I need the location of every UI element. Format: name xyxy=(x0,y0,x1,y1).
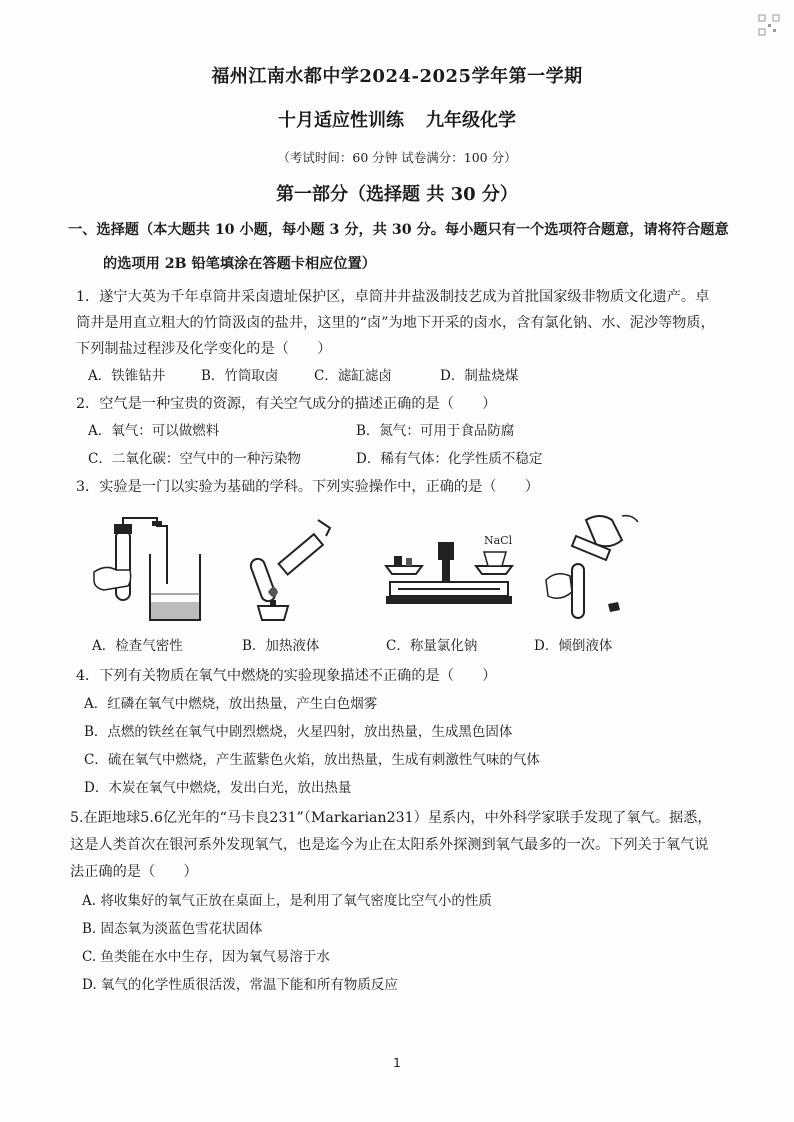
q4-stem: 4．下列有关物质在氧气中燃烧的实验现象描述不正确的是（ ） xyxy=(76,668,497,684)
exam-info: （考试时间：60 分钟 试卷满分：100 分） xyxy=(277,150,517,165)
q1-option-a: A．铁锥钻井 xyxy=(88,368,166,384)
section-instructions-line2: 的选项用 2B 铅笔填涂在答题卡相应位置） xyxy=(103,256,376,272)
q4-option-b: B．点燃的铁丝在氧气中剧烈燃烧，火星四射，放出热量，生成黑色固体 xyxy=(84,724,513,740)
q2-option-a: A．氧气：可以做燃料 xyxy=(88,423,220,439)
page-number: 1 xyxy=(393,1056,401,1070)
q2-option-c: C．二氧化碳：空气中的一种污染物 xyxy=(88,451,301,467)
q5-stem-line2: 这是人类首次在银河系外发现氧气，也是迄今为止在太阳系外探测到氧气最多的一次。下列关于氧气说 xyxy=(70,837,709,853)
q3-stem: 3．实验是一门以实验为基础的学科。下列实验操作中，正确的是（ ） xyxy=(76,479,540,495)
q5-stem-line3: 法正确的是（ ） xyxy=(70,864,198,880)
q1-option-b: B．竹筒取卤 xyxy=(201,368,279,384)
q1-stem-line2: 筒井是用直立粗大的竹筒汲卤的盐井，这里的“卤”为地下开采的卤水，含有氯化钠、水、泥沙等物质， xyxy=(76,315,715,331)
heating-liquid-illustration xyxy=(248,514,336,626)
q5-option-d: D. 氧气的化学性质很活泼，常温下能和所有物质反应 xyxy=(82,977,398,993)
exam-title xyxy=(0,106,794,132)
q5-stem-line1: 5.在距地球5.6亿光年的“马卡良231”（Markarian231）星系内，中外科学家联手发现了氧气。据悉， xyxy=(70,810,712,826)
qr-code-icon xyxy=(758,14,780,36)
q2-option-d: D．稀有气体：化学性质不稳定 xyxy=(356,451,543,467)
q4-option-d: D．木炭在氧气中燃烧，发出白光，放出热量 xyxy=(84,780,352,796)
section-instructions-line1: 一、选择题（本大题共 10 小题，每小题 3 分，共 30 分。每小题只有一个选项符合题意，请将符合题意 xyxy=(68,222,729,238)
q2-stem: 2．空气是一种宝贵的资源，有关空气成分的描述正确的是（ ） xyxy=(76,396,497,412)
subject-name: 九年级化学 xyxy=(426,110,516,131)
q3-option-a: A．检查气密性 xyxy=(92,638,183,654)
school-title: 福州江南水都中学2024-2025学年第一学期 xyxy=(211,66,583,87)
pouring-liquid-illustration xyxy=(540,510,640,628)
q3-option-b: B．加热液体 xyxy=(242,638,320,654)
q4-option-a: A．红磷在氧气中燃烧，放出热量，产生白色烟雾 xyxy=(84,696,378,712)
balance-scale-illustration xyxy=(380,522,520,622)
airtightness-check-illustration xyxy=(92,514,212,626)
q5-option-c: C. 鱼类能在水中生存，因为氧气易溶于水 xyxy=(82,949,330,965)
q4-option-c: C．硫在氧气中燃烧，产生蓝紫色火焰，放出热量，生成有刺激性气味的气体 xyxy=(84,752,540,768)
part-heading: 第一部分（选择题 共 30 分） xyxy=(276,184,518,205)
q3-option-d: D．倾倒液体 xyxy=(534,638,613,654)
q1-stem-line3: 下列制盐过程涉及化学变化的是（ ） xyxy=(76,341,332,357)
q5-option-a: A. 将收集好的氧气正放在桌面上，是利用了氧气密度比空气小的性质 xyxy=(82,893,492,909)
q1-stem-line1: 1．遂宁大英为千年卓筒井采卤遗址保护区，卓筒井井盐汲制技艺成为首批国家级非物质文化遗产。卓 xyxy=(76,289,710,305)
nacl-label: NaCl xyxy=(484,534,513,547)
q2-option-b: B．氮气：可用于食品防腐 xyxy=(356,423,515,439)
q5-option-b: B. 固态氧为淡蓝色雪花状固体 xyxy=(82,921,263,937)
q1-option-d: D．制盐烧煤 xyxy=(440,368,519,384)
q1-option-c: C．滤缸滤卤 xyxy=(314,368,392,384)
exam-name: 十月适应性训练 xyxy=(278,110,404,131)
q3-option-c: C．称量氯化钠 xyxy=(386,638,478,654)
